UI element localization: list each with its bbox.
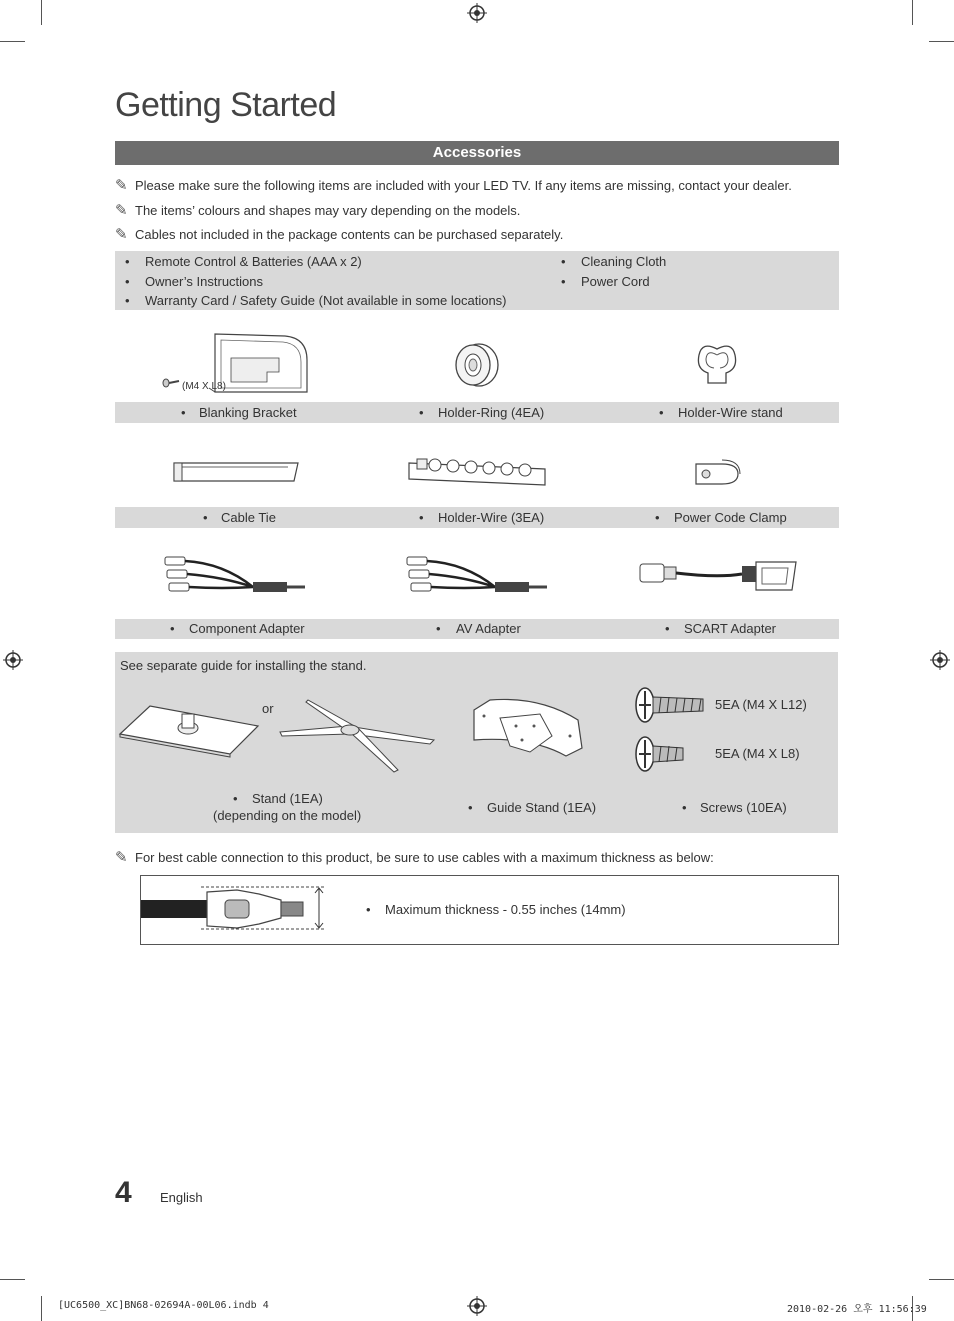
bullet: • xyxy=(682,800,687,815)
bullet: • xyxy=(659,405,664,420)
item-label: Cable Tie xyxy=(221,510,276,525)
bullet: • xyxy=(665,621,670,636)
bullet: • xyxy=(655,510,660,525)
max-thickness-text: Maximum thickness - 0.55 inches (14mm) xyxy=(385,902,626,917)
holder-ring-icon xyxy=(453,342,501,388)
item-label: SCART Adapter xyxy=(684,621,777,636)
crop-mark xyxy=(41,0,42,25)
timestamp: 2010-02-26 오후 11:56:39 xyxy=(787,1304,927,1315)
language-label: English xyxy=(160,1190,203,1205)
registration-mark-icon xyxy=(930,650,950,670)
crop-mark xyxy=(0,41,25,42)
guide-stand-icon xyxy=(470,696,586,764)
stand-cross-icon xyxy=(278,698,436,774)
page-number: 4 xyxy=(115,1176,132,1209)
note xyxy=(115,176,792,194)
note-text: Please make sure the following items are included with your LED TV. If any items are missing, contact your dealer. xyxy=(135,178,792,193)
screws-label: Screws (10EA) xyxy=(700,800,787,815)
note-text: Cables not included in the package contents can be purchased separately. xyxy=(135,227,564,242)
cable-tie-icon xyxy=(170,459,302,485)
pencil-note-icon: ✎ xyxy=(115,226,128,243)
note-text: For best cable connection to this product, be sure to use cables with a maximum thickness as below: xyxy=(135,850,714,865)
crop-mark xyxy=(912,0,913,25)
stand-label: Stand (1EA) xyxy=(252,791,323,806)
crop-mark xyxy=(929,41,954,42)
power-cord-clamp-icon xyxy=(692,456,742,488)
list-item: • Owner’s Instructions xyxy=(115,272,507,292)
or-text: or xyxy=(262,701,274,716)
item-label: Power Code Clamp xyxy=(674,510,787,525)
screw-long-label: 5EA (M4 X L12) xyxy=(715,697,807,712)
note xyxy=(115,201,520,219)
screw-long-icon xyxy=(633,687,707,723)
registration-mark-icon xyxy=(467,3,487,23)
section-header: Accessories xyxy=(115,141,839,165)
av-adapter-icon xyxy=(405,553,550,598)
stand-sub-label: (depending on the model) xyxy=(213,808,362,823)
package-items-box xyxy=(115,251,839,310)
stand-guide-note: See separate guide for installing the stand. xyxy=(120,658,367,673)
accessory-label-row xyxy=(115,507,839,528)
list-item: • Warranty Card / Safety Guide (Not available in some locations) xyxy=(115,291,507,311)
item-label: Holder-Wire stand xyxy=(678,405,783,420)
accessory-label-row xyxy=(115,619,839,639)
list-item: • Power Cord xyxy=(551,272,666,292)
list-item: • Cleaning Cloth xyxy=(551,252,666,272)
screw-size-label: (M4 X L8) xyxy=(182,381,226,392)
stand-base-icon xyxy=(118,704,260,756)
component-adapter-icon xyxy=(163,553,308,598)
registration-mark-icon xyxy=(3,650,23,670)
crop-mark xyxy=(0,1279,25,1280)
pencil-note-icon: ✎ xyxy=(115,202,128,219)
bullet: • xyxy=(468,800,473,815)
bullet: • xyxy=(436,621,441,636)
note xyxy=(115,848,714,866)
cable-plug-icon xyxy=(141,886,327,932)
screw-short-icon xyxy=(633,736,687,772)
scart-adapter-icon xyxy=(638,556,800,596)
screw-short-label: 5EA (M4 X L8) xyxy=(715,746,800,761)
file-info: [UC6500_XC]BN68-02694A-00L06.indb 4 xyxy=(58,1300,269,1311)
item-label: Blanking Bracket xyxy=(199,405,297,420)
bullet: • xyxy=(181,405,186,420)
bullet: • xyxy=(419,510,424,525)
guide-stand-label: Guide Stand (1EA) xyxy=(487,800,597,815)
item-label: Holder-Wire (3EA) xyxy=(438,510,545,525)
note-text: The items’ colours and shapes may vary depending on the models. xyxy=(135,203,521,218)
bullet: • xyxy=(233,791,238,806)
page-title: Getting Started xyxy=(115,86,337,124)
pencil-note-icon: ✎ xyxy=(115,177,128,194)
accessory-label-row xyxy=(115,402,839,423)
package-items-left xyxy=(115,252,507,311)
bullet: • xyxy=(170,621,175,636)
note xyxy=(115,225,563,243)
screw-icon xyxy=(162,378,180,388)
bullet: • xyxy=(203,510,208,525)
package-items-right xyxy=(551,252,666,291)
item-label: AV Adapter xyxy=(456,621,521,636)
crop-mark xyxy=(929,1279,954,1280)
holder-wire-icon xyxy=(405,455,549,489)
bullet: • xyxy=(419,405,424,420)
registration-mark-icon xyxy=(467,1296,487,1316)
item-label: Component Adapter xyxy=(189,621,305,636)
pencil-note-icon: ✎ xyxy=(115,849,128,866)
bullet: • xyxy=(366,902,371,917)
item-label: Holder-Ring (4EA) xyxy=(438,405,545,420)
list-item: • Remote Control & Batteries (AAA x 2) xyxy=(115,252,507,272)
crop-mark xyxy=(41,1296,42,1321)
holder-wire-stand-icon xyxy=(694,341,740,387)
